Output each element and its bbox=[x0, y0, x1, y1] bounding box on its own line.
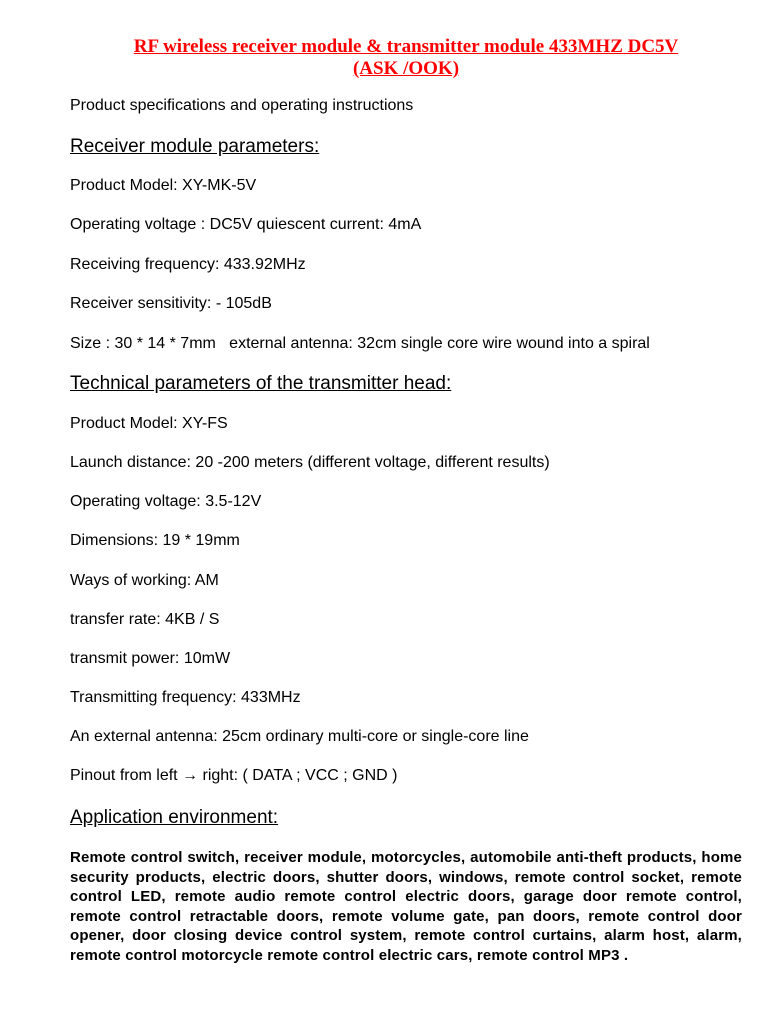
transmitter-frequency: Transmitting frequency: 433MHz bbox=[70, 689, 301, 706]
application-text: Remote control switch, receiver module, motorcycles, automobile anti-theft products, home security products, electric doors, shutter doors, windows, remote control socket, remote control LED, remote audio remote control electric doors, garage door remote control, remote control retractable doors, remote volume gate, pan doors, remote control door opener, door closing device control system, remote control curtains, alarm host, alarm, remote control motorcycle remote control electric cars, remote control MP3 . bbox=[70, 849, 742, 964]
transmitter-voltage: Operating voltage: 3.5-12V bbox=[70, 493, 262, 510]
intro-text: Product specifications and operating instructions bbox=[70, 97, 414, 114]
transmitter-dimensions: Dimensions: 19 * 19mm bbox=[70, 532, 240, 549]
transmitter-distance: Launch distance: 20 -200 meters (different voltage, different results) bbox=[70, 454, 550, 471]
title-line-1: RF wireless receiver module & transmitter module 433MHZ DC5V bbox=[133, 36, 679, 57]
receiver-size: Size : 30 * 14 * 7mm external antenna: 32cm single core wire wound into a spiral bbox=[70, 335, 650, 352]
receiver-frequency: Receiving frequency: 433.92MHz bbox=[70, 256, 306, 273]
transmitter-power: transmit power: 10mW bbox=[70, 650, 231, 667]
receiver-model: Product Model: XY-MK-5V bbox=[70, 177, 257, 194]
title-line-2: (ASK /OOK) bbox=[352, 58, 460, 79]
receiver-voltage: Operating voltage : DC5V quiescent current: 4mA bbox=[70, 216, 422, 233]
transmitter-antenna: An external antenna: 25cm ordinary multi-core or single-core line bbox=[70, 728, 529, 745]
transmitter-mode: Ways of working: AM bbox=[70, 572, 219, 589]
transmitter-heading: Technical parameters of the transmitter head: bbox=[70, 373, 452, 394]
receiver-sensitivity: Receiver sensitivity: - 105dB bbox=[70, 295, 272, 312]
transmitter-model: Product Model: XY-FS bbox=[70, 415, 228, 432]
transmitter-rate: transfer rate: 4KB / S bbox=[70, 611, 220, 628]
transmitter-pinout: Pinout from left → right: ( DATA ; VCC ; GND ) bbox=[70, 767, 398, 784]
document-title bbox=[0, 36, 768, 80]
application-heading: Application environment: bbox=[70, 807, 279, 828]
receiver-heading: Receiver module parameters: bbox=[70, 136, 320, 157]
